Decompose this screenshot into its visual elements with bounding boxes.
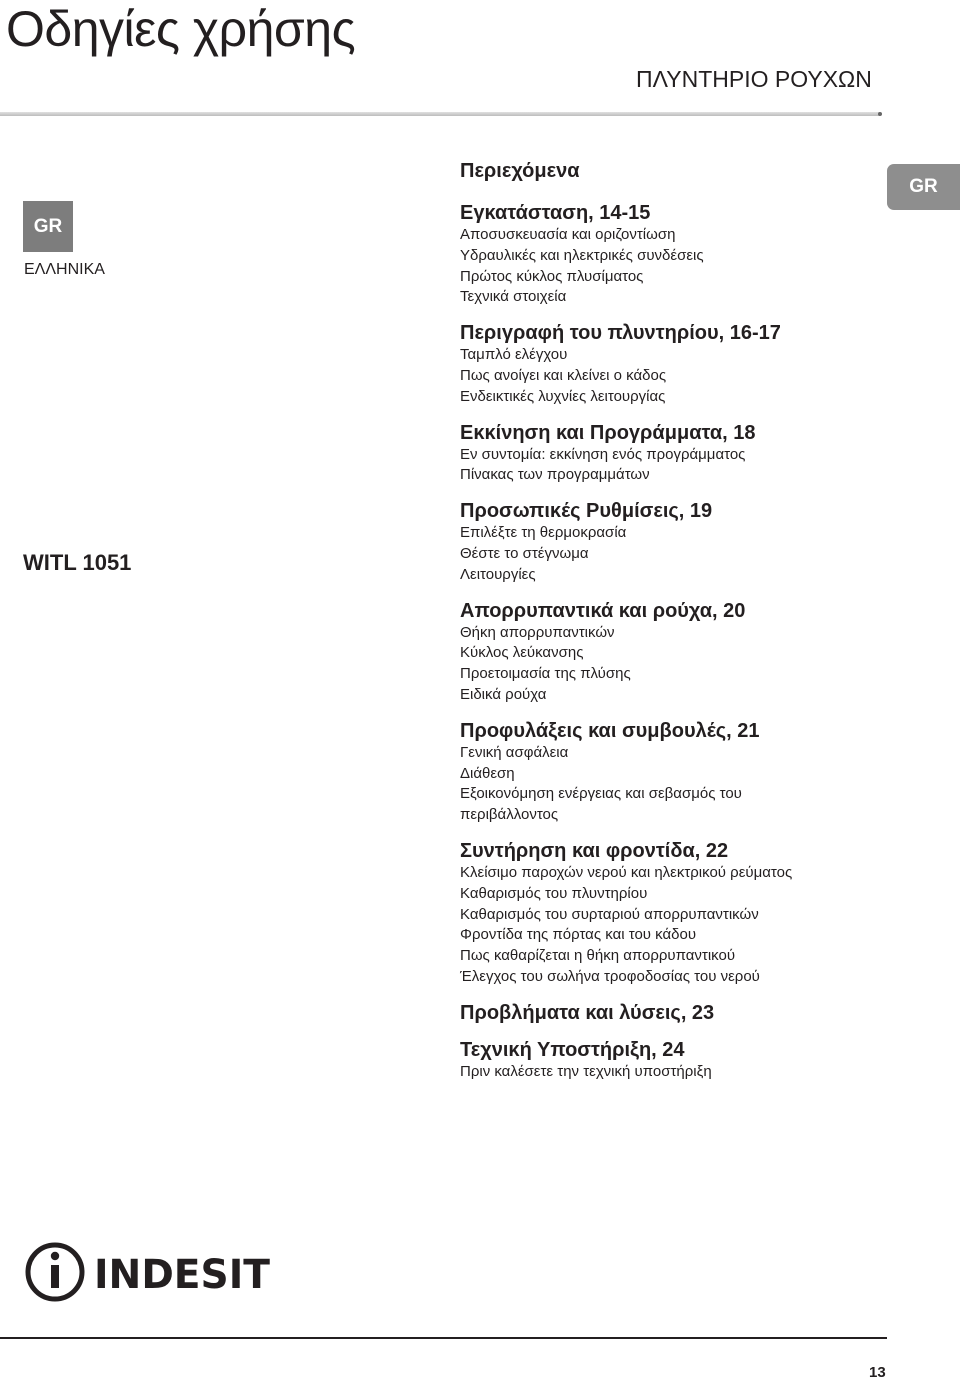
toc-item: Ταμπλό ελέγχου bbox=[460, 346, 568, 364]
toc-item: Υδραυλικές και ηλεκτρικές συνδέσεις bbox=[460, 246, 704, 264]
toc-item: Φροντίδα της πόρτας και του κάδου bbox=[460, 926, 697, 944]
toc-item: Κλείσιμο παροχών νερού και ηλεκτρικού ρεύματος bbox=[460, 863, 793, 881]
header-divider-dot bbox=[878, 112, 882, 116]
toc-section bbox=[460, 1002, 890, 1025]
toc-section-title: Συντήρηση και φροντίδα, 22 bbox=[460, 839, 729, 862]
toc-section bbox=[460, 720, 890, 826]
toc-section-title: Προβλήματα και λύσεις, 23 bbox=[460, 1001, 715, 1024]
header-divider bbox=[0, 112, 880, 116]
language-side-tab: GR bbox=[887, 164, 960, 210]
toc-section-title: Περιγραφή του πλυντηρίου, 16-17 bbox=[460, 322, 781, 345]
footer-divider bbox=[0, 1337, 887, 1339]
toc-section-title: Τεχνική Υποστήριξη, 24 bbox=[460, 1038, 685, 1061]
page-subtitle: ΠΛΥΝΤΗΡΙΟ ΡΟΥΧΩΝ bbox=[636, 66, 872, 92]
toc-item: Διάθεση bbox=[460, 764, 515, 782]
toc-section-title: Εκκίνηση και Προγράμματα, 18 bbox=[460, 421, 756, 444]
model-number: WITL 1051 bbox=[23, 550, 132, 575]
toc-section bbox=[460, 322, 890, 407]
toc-item: Κύκλος λεύκανσης bbox=[460, 644, 584, 662]
toc-item: Λειτουργίες bbox=[460, 565, 536, 583]
toc-item: Επιλέξτε τη θερμοκρασία bbox=[460, 524, 627, 542]
table-of-contents bbox=[460, 202, 890, 1097]
toc-item: Ενδεικτικές λυχνίες λειτουργίας bbox=[460, 387, 666, 405]
toc-section bbox=[460, 1039, 890, 1083]
toc-item: Γενική ασφάλεια bbox=[460, 743, 569, 761]
toc-item: περιβάλλοντος bbox=[460, 806, 559, 824]
toc-item: Έλεγχος του σωλήνα τροφοδοσίας του νερού bbox=[460, 967, 760, 985]
toc-heading: Περιεχόμενα bbox=[460, 160, 580, 182]
indesit-logo-wordmark: INDESIT bbox=[94, 1252, 271, 1298]
page-number: 13 bbox=[869, 1364, 886, 1381]
toc-item: Πρώτος κύκλος πλυσίματος bbox=[460, 267, 644, 285]
toc-item: Ειδικά ρούχα bbox=[460, 685, 547, 703]
toc-item: Θήκη απορρυπαντικών bbox=[460, 623, 615, 641]
toc-item: Εξοικονόμηση ενέργειας και σεβασμός του bbox=[460, 785, 742, 803]
toc-item: Πως ανοίγει και κλείνει ο κάδος bbox=[460, 366, 667, 384]
toc-item: Πριν καλέσετε την τεχνική υποστήριξη bbox=[460, 1062, 712, 1080]
toc-section-title: Εγκατάσταση, 14-15 bbox=[460, 202, 651, 224]
toc-section bbox=[460, 600, 890, 706]
toc-section-title: Προσωπικές Ρυθμίσεις, 19 bbox=[460, 500, 713, 523]
toc-item: Τεχνικά στοιχεία bbox=[460, 288, 567, 306]
toc-item: Θέστε το στέγνωμα bbox=[460, 544, 589, 562]
language-code-badge: GR bbox=[23, 201, 73, 252]
language-name: ΕΛΛΗΝΙΚΑ bbox=[24, 261, 105, 278]
indesit-logo bbox=[24, 1241, 284, 1303]
toc-section bbox=[460, 500, 890, 585]
indesit-logo-icon bbox=[28, 1245, 82, 1299]
toc-section bbox=[460, 840, 890, 988]
toc-section bbox=[460, 422, 890, 487]
toc-section bbox=[460, 202, 890, 308]
toc-item: Πίνακας των προγραμμάτων bbox=[460, 466, 650, 484]
toc-section-title: Απορρυπαντικά και ρούχα, 20 bbox=[460, 599, 746, 622]
toc-item: Καθαρισμός του πλυντηρίου bbox=[460, 884, 648, 902]
toc-section-title: Προφυλάξεις και συμβουλές, 21 bbox=[460, 719, 760, 742]
toc-item: Αποσυσκευασία και οριζοντίωση bbox=[460, 226, 676, 243]
toc-item: Εν συντομία: εκκίνηση ενός προγράμματος bbox=[460, 445, 746, 463]
toc-item: Πως καθαρίζεται η θήκη απορρυπαντικού bbox=[460, 947, 736, 965]
toc-item: Προετοιμασία της πλύσης bbox=[460, 665, 631, 683]
page-title: Οδηγίες χρήσης bbox=[6, 1, 356, 57]
toc-item: Καθαρισμός του συρταριού απορρυπαντικών bbox=[460, 905, 759, 923]
